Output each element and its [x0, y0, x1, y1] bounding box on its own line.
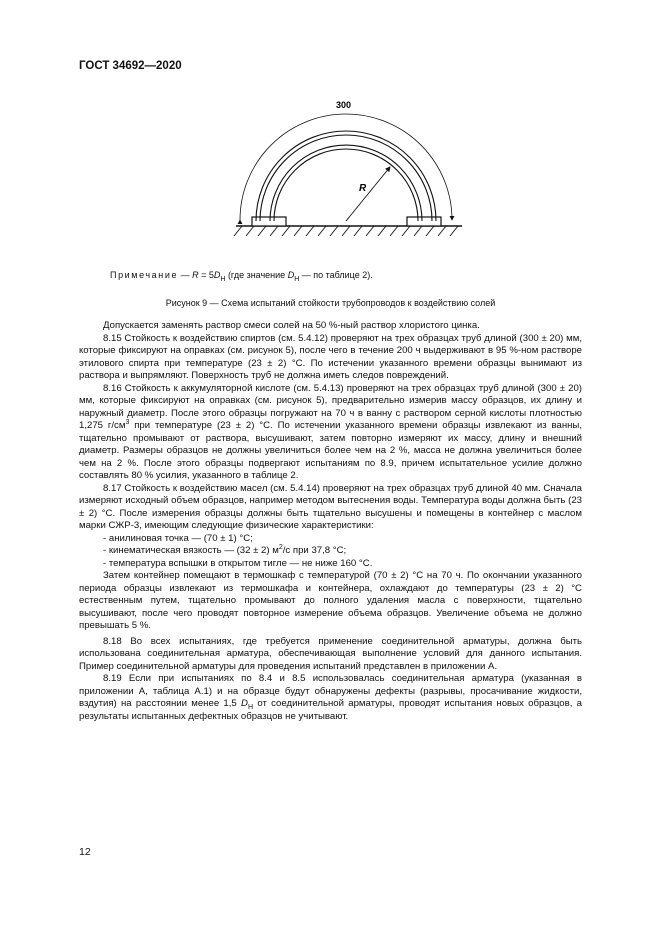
note-sub: H — [220, 275, 226, 283]
paragraph — [79, 383, 582, 483]
mandrel-blocks — [252, 217, 441, 226]
note-d: D — [287, 270, 295, 280]
note-r: R — [192, 270, 199, 280]
radius-label: R — [359, 183, 367, 194]
list-item: - температура вспышки в открытом тигле — не ниже 160 °С. — [103, 557, 373, 569]
dimension-label: 300 — [336, 100, 352, 110]
figure-caption: Рисунок 9 — Схема испытаний стойкости трубопроводов к воздействию солей — [165, 298, 496, 308]
note-label: Примечание — [110, 270, 179, 280]
paragraph: 8.17 Стойкость к воздействию масел (см. 5.4.14) проверяют на трех образцах труб длиной 40 мм. Сначала измеряют исходный объем образцов, например методом вытеснения воды. Температура воды должна быть (23 ± 2) °С. После измерения образцы должны быть тщательно высушены и помещены в контейнер с маслом марки СЖР-3, имеющим следующие физические характеристики: — [79, 482, 582, 531]
list-item: - анилиновая точка — (70 ± 1) °С; — [103, 532, 253, 544]
page-number: 12 — [79, 846, 91, 858]
superscript: 2 — [278, 543, 283, 551]
italic-d: D — [241, 698, 248, 709]
note-text: — по таблице 2). — [299, 270, 373, 280]
note-text: = 5 — [198, 270, 214, 280]
subscript: H — [247, 703, 254, 711]
list-item — [79, 545, 582, 558]
salt-test-diagram — [230, 96, 470, 246]
paragraph — [79, 673, 582, 723]
note-d: D — [213, 270, 221, 280]
paragraph-text: от соединительной арматуры, проводят испытания новых образцов, а результаты испытанных дефектных образцов не учитывают. — [79, 698, 582, 722]
paragraph-text: 8.19 Если при испытаниях по 8.4 и 8.5 использовалась соединительная арматура (указанная в приложении А, таблица А.1) и на образце будут обнаружены дефекты (разрывы, просачивание жидкости, вздутия) на расстоянии менее 1,5 — [79, 673, 582, 709]
radius-line — [346, 167, 390, 221]
paragraph: 8.15 Стойкость к воздействию спиртов (см. 5.4.12) проверяют на трех образцах труб длиной (300 ± 20) мм, которые фиксируют на оправках (см. рисунок 5), после чего в течение 200 ч выдерживают в 95 %-ном растворе этилового спирта при температуре (23 ± 2) °С. По истечении указанного времени образцы вынимают из раствора и выпрямляют. Поверхность труб не должна иметь следов повреждений. — [79, 332, 582, 381]
note-text: — — [178, 270, 193, 280]
document-header: ГОСТ 34692—2020 — [79, 60, 182, 72]
figure-note — [110, 270, 373, 283]
paragraph: Затем контейнер помещают в термошкаф с температурой (70 ± 2) °С на 70 ч. По окончании указанного периода образцы извлекают из термошкафа и контейнера, охлаждают до температуры (23 ± 2) °С естественным путем, тщательно промывают до полного удаления масла с поверхности, тщательно высушивают, после чего проводят повторное измерение объема образцов. Увеличение объема не должно превышать 5 %. — [79, 570, 582, 631]
paragraph-text: при температуре (23 ± 2) °С. По истечении указанного времени образцы извлекают из ванны, тщательно промывают от раствора, высушивают, затем повторно измеряют их массу, длину и внешний диаметр. Размеры образцов не должны увеличиться более чем на 2 %, масса не должна увеличиться более чем на 2 %. После этого образцы подвергают испытаниям по 8.9, причем испытательное усилие должно составлять 80 % усилия, указанного в таблице 2. — [79, 420, 582, 481]
note-sub: H — [294, 275, 300, 283]
list-item-text: - кинематическая вязкость — (32 ± 2) м — [103, 545, 279, 556]
note-text: (где значение — [225, 270, 288, 280]
hatched-base — [234, 226, 462, 236]
paragraph-text: 8.16 Стойкость к аккумуляторной кислоте (см. 5.4.13) проверяют на трех образцах труб длиной (300 ± 20) мм, которые фиксируют на оправках (см. рисунок 5), предварительно измерив массу образцов, их длину и наружный диаметр. После этого образцы погружают на 70 ч в ванну с раствором серной кислоты плотностью 1,275 г/см — [79, 382, 582, 431]
body-text — [79, 320, 582, 723]
superscript: 3 — [125, 418, 130, 426]
paragraph: Допускается заменять раствор смеси солей на 50 %-ный раствор хлористого цинка. — [103, 320, 480, 331]
pipe-arc — [256, 131, 436, 221]
paragraph: 8.18 Во всех испытаниях, где требуется применение соединительной арматуры, должна быть использована соединительная арматура, обеспечивающая выполнение условий для данного испытания. Пример соединительной арматуры для проведения испытаний представлен в приложении А. — [79, 635, 582, 672]
list-item-text: /с при 37,8 °С; — [282, 545, 347, 556]
